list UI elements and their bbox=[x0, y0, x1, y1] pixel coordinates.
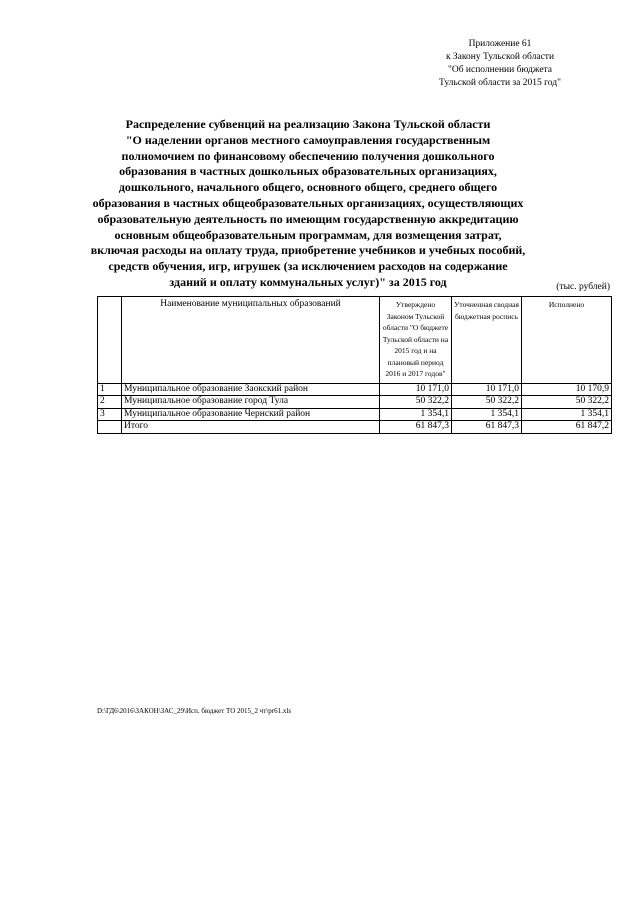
appendix-line: Приложение 61 bbox=[468, 39, 532, 49]
table-header-row bbox=[98, 297, 612, 384]
table-total-row bbox=[98, 421, 612, 434]
row-name: Муниципальное образование Заокский район bbox=[122, 383, 380, 396]
appendix-line: Тульской области за 2015 год" bbox=[439, 78, 561, 88]
row-name: Муниципальное образование Чернский район bbox=[122, 408, 380, 421]
title-line: "О наделении органов местного самоуправления государственным bbox=[125, 132, 491, 147]
title-line: средств обучения, игр, игрушек (за исключением расходов на содержание bbox=[108, 259, 508, 274]
table-row bbox=[98, 383, 612, 396]
title-line: включая расходы на оплату труда, приобретение учебников и учебных пособий, bbox=[90, 243, 526, 258]
table-row bbox=[98, 408, 612, 421]
units-label: (тыс. рублей) bbox=[556, 282, 610, 292]
row-executed: 50 322,2 bbox=[522, 396, 612, 409]
row-index: 2 bbox=[98, 396, 122, 409]
row-revised: 50 322,2 bbox=[452, 396, 522, 409]
appendix-note bbox=[400, 38, 600, 90]
row-name: Муниципальное образование город Тула bbox=[122, 396, 380, 409]
total-index bbox=[98, 421, 122, 434]
subsidy-table bbox=[97, 296, 612, 434]
row-index: 1 bbox=[98, 383, 122, 396]
header-index bbox=[98, 297, 122, 384]
title-line: образования в частных общеобразовательных организациях, осуществляющих bbox=[92, 195, 524, 210]
header-approved: Утверждено Законом Тульской области "О бюджете Тульской области на 2015 год и на плановый период 2016 и 2017 годов" bbox=[380, 297, 452, 384]
appendix-line: "Об исполнении бюджета bbox=[447, 65, 553, 75]
title-line: основным общеобразовательным программам, для возмещения затрат, bbox=[114, 227, 502, 242]
table-row bbox=[98, 396, 612, 409]
row-approved: 50 322,2 bbox=[380, 396, 452, 409]
document-title bbox=[78, 117, 538, 291]
row-executed: 1 354,1 bbox=[522, 408, 612, 421]
row-index: 3 bbox=[98, 408, 122, 421]
title-line: образования в частных дошкольных образовательных организациях, bbox=[119, 164, 497, 179]
total-approved: 61 847,3 bbox=[380, 421, 452, 434]
row-executed: 10 170,9 bbox=[522, 383, 612, 396]
total-executed: 61 847,2 bbox=[522, 421, 612, 434]
header-name: Наименование муниципальных образований bbox=[122, 297, 380, 384]
title-line: дошкольного, начального общего, основного общего, среднего общего bbox=[118, 180, 498, 195]
row-revised: 1 354,1 bbox=[452, 408, 522, 421]
appendix-line: к Закону Тульской области bbox=[445, 52, 555, 62]
header-executed: Исполнено bbox=[522, 297, 612, 384]
title-line: образовательную деятельность по имеющим государственную аккредитацию bbox=[97, 211, 519, 226]
row-revised: 10 171,0 bbox=[452, 383, 522, 396]
total-revised: 61 847,3 bbox=[452, 421, 522, 434]
file-path-footer: D:\ГД6\2016\ЗАКОН\ЗАС_29\Исп. бюджет ТО 2015_2 чт\pr61.xls bbox=[97, 707, 292, 715]
title-line: зданий и оплату коммунальных услуг)" за 2015 год bbox=[169, 274, 447, 289]
title-line: полномочием по финансовому обеспечению получения дошкольного bbox=[121, 148, 495, 163]
header-revised: Уточненная сводная бюджетная роспись bbox=[452, 297, 522, 384]
row-approved: 1 354,1 bbox=[380, 408, 452, 421]
row-approved: 10 171,0 bbox=[380, 383, 452, 396]
title-line: Распределение субвенций на реализацию Закона Тульской области bbox=[125, 117, 491, 131]
total-name: Итого bbox=[122, 421, 380, 434]
